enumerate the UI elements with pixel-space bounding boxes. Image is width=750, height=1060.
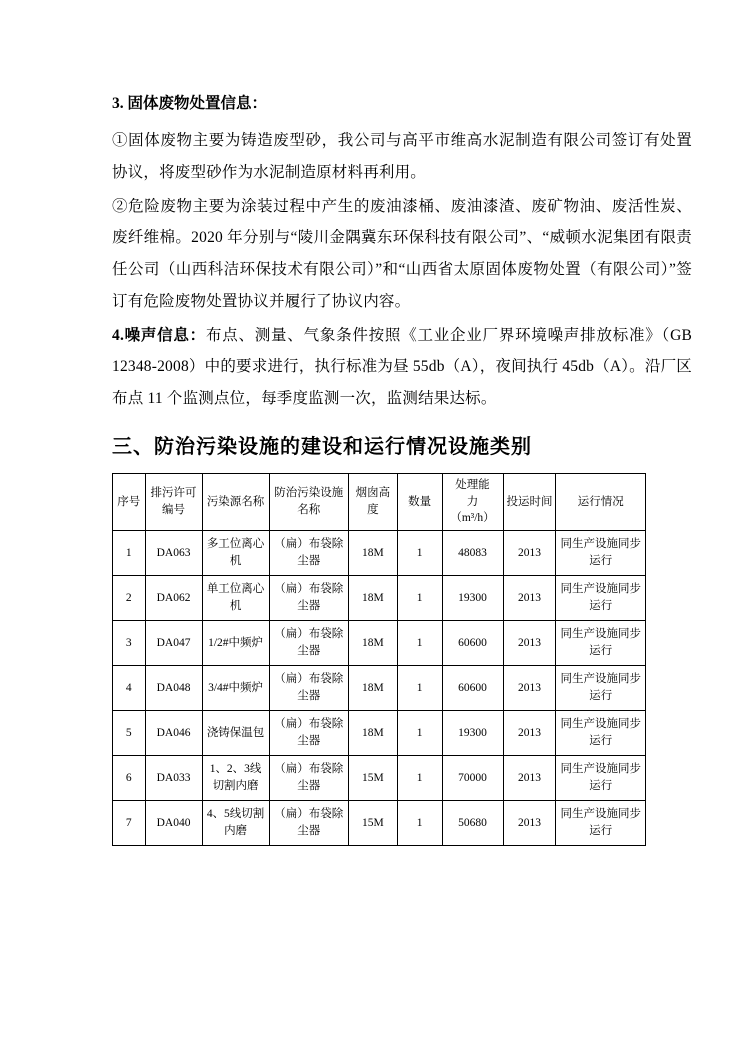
cell-height: 18M (348, 530, 397, 575)
cell-height: 18M (348, 710, 397, 755)
cell-height: 18M (348, 620, 397, 665)
cell-source: 1、2、3线切割内磨 (202, 755, 269, 800)
cell-qty: 1 (397, 800, 442, 845)
cell-height: 15M (348, 755, 397, 800)
table-row (113, 755, 646, 800)
cell-height: 18M (348, 575, 397, 620)
cell-capacity: 60600 (442, 620, 503, 665)
cell-status: 同生产设施同步运行 (556, 755, 646, 800)
cell-height: 15M (348, 800, 397, 845)
table-row (113, 710, 646, 755)
cell-facility: （扁）布袋除尘器 (269, 530, 348, 575)
cell-source: 多工位离心机 (202, 530, 269, 575)
column-header-capacity-unit: （m³/h） (450, 512, 495, 525)
column-header-qty: 数量 (397, 473, 442, 530)
noise-text: 布点、测量、气象条件按照《工业企业厂界环境噪声排放标准》（GB 12348-2008）中的要求进行，执行标准为昼 55db（A），夜间执行 45db（A）。沿厂区布点 11 个监测点位，每季度监测一次，监测结果达标。 (112, 326, 692, 408)
cell-status: 同生产设施同步运行 (556, 710, 646, 755)
pollution-control-facilities-table (112, 473, 646, 846)
cell-capacity: 50680 (442, 800, 503, 845)
column-header-year: 投运时间 (503, 473, 556, 530)
column-header-capacity-line2: 力 (466, 495, 479, 508)
cell-status: 同生产设施同步运行 (556, 665, 646, 710)
cell-capacity: 60600 (442, 665, 503, 710)
column-header-permit: 排污许可编号 (145, 473, 202, 530)
cell-status: 同生产设施同步运行 (556, 530, 646, 575)
cell-permit: DA062 (145, 575, 202, 620)
column-header-capacity (442, 473, 503, 530)
paragraph-solid-waste: ①固体废物主要为铸造废型砂，我公司与高平市维高水泥制造有限公司签订有处置协议，将废型砂作为水泥制造原材料再利用。 (112, 132, 692, 181)
cell-permit: DA033 (145, 755, 202, 800)
paragraph-hazardous-waste: ②危险废物主要为涂装过程中产生的废油漆桶、废油漆渣、废矿物油、废活性炭、废纤维棉。2020 年分别与“陵川金隅冀东环保科技有限公司”、“威顿水泥集团有限责任公司（山西科洁环保技术有限公司）”和“山西省太原固体废物处置（有限公司）”签订有危险废物处置协议并履行了协议内容。 (112, 197, 692, 310)
column-header-capacity-line1: 处理能 (455, 478, 490, 491)
column-header-status: 运行情况 (556, 473, 646, 530)
column-header-facility: 防治污染设施名称 (269, 473, 348, 530)
cell-year: 2013 (503, 575, 556, 620)
cell-facility: （扁）布袋除尘器 (269, 710, 348, 755)
cell-no: 3 (113, 620, 146, 665)
cell-qty: 1 (397, 665, 442, 710)
cell-facility: （扁）布袋除尘器 (269, 620, 348, 665)
cell-permit: DA063 (145, 530, 202, 575)
table-row (113, 530, 646, 575)
table-row (113, 575, 646, 620)
cell-capacity: 70000 (442, 755, 503, 800)
cell-source: 1/2#中频炉 (202, 620, 269, 665)
column-header-no: 序号 (113, 473, 146, 530)
cell-height: 18M (348, 665, 397, 710)
cell-facility: （扁）布袋除尘器 (269, 575, 348, 620)
cell-qty: 1 (397, 755, 442, 800)
cell-status: 同生产设施同步运行 (556, 800, 646, 845)
cell-source: 浇铸保温包 (202, 710, 269, 755)
cell-year: 2013 (503, 530, 556, 575)
cell-no: 5 (113, 710, 146, 755)
cell-facility: （扁）布袋除尘器 (269, 755, 348, 800)
table-body (113, 530, 646, 845)
cell-no: 7 (113, 800, 146, 845)
cell-permit: DA047 (145, 620, 202, 665)
cell-qty: 1 (397, 710, 442, 755)
cell-year: 2013 (503, 710, 556, 755)
table-row (113, 620, 646, 665)
page-heading-solid-waste: 3. 固体废物处置信息： (112, 95, 268, 112)
cell-year: 2013 (503, 665, 556, 710)
cell-year: 2013 (503, 755, 556, 800)
cell-no: 6 (113, 755, 146, 800)
noise-label: 4.噪声信息： (112, 326, 206, 344)
cell-source: 3/4#中频炉 (202, 665, 269, 710)
table-row (113, 800, 646, 845)
cell-no: 2 (113, 575, 146, 620)
cell-facility: （扁）布袋除尘器 (269, 665, 348, 710)
cell-source: 单工位离心机 (202, 575, 269, 620)
cell-qty: 1 (397, 530, 442, 575)
cell-capacity: 48083 (442, 530, 503, 575)
cell-source: 4、5线切割内磨 (202, 800, 269, 845)
cell-capacity: 19300 (442, 710, 503, 755)
cell-status: 同生产设施同步运行 (556, 620, 646, 665)
cell-capacity: 19300 (442, 575, 503, 620)
section-heading-pollution-control: 三、防治污染设施的建设和运行情况设施类别 (112, 435, 532, 458)
cell-year: 2013 (503, 620, 556, 665)
cell-permit: DA040 (145, 800, 202, 845)
cell-facility: （扁）布袋除尘器 (269, 800, 348, 845)
cell-permit: DA048 (145, 665, 202, 710)
column-header-source: 污染源名称 (202, 473, 269, 530)
cell-no: 1 (113, 530, 146, 575)
cell-qty: 1 (397, 620, 442, 665)
cell-status: 同生产设施同步运行 (556, 575, 646, 620)
cell-permit: DA046 (145, 710, 202, 755)
cell-no: 4 (113, 665, 146, 710)
column-header-height: 烟囱高度 (348, 473, 397, 530)
table-header-row (113, 473, 646, 530)
cell-qty: 1 (397, 575, 442, 620)
cell-year: 2013 (503, 800, 556, 845)
table-row (113, 665, 646, 710)
paragraph-noise (112, 320, 692, 415)
